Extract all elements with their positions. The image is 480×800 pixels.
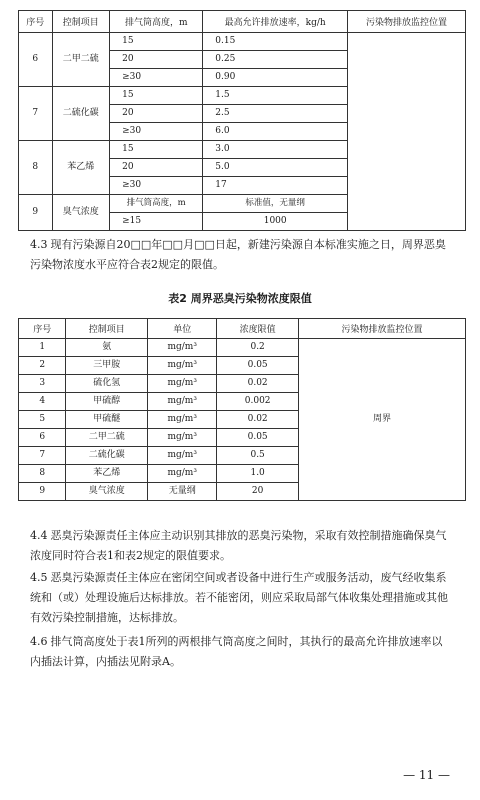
concentration-limit: 0.5 <box>217 447 299 465</box>
emission-rate: 0.25 <box>203 51 348 69</box>
unit: mg/m³ <box>148 339 217 357</box>
table-row <box>19 339 466 357</box>
column-header: 最高允许排放速率，kg/h <box>203 11 348 33</box>
boundary-concentration-table <box>18 318 466 501</box>
control-item: 氨 <box>66 339 148 357</box>
page-number: — 11 — <box>403 768 450 782</box>
concentration-limit: 0.2 <box>217 339 299 357</box>
control-item: 苯乙烯 <box>66 465 148 483</box>
concentration-limit: 0.05 <box>217 429 299 447</box>
row-number: 9 <box>19 195 53 231</box>
stack-height: ≥30 <box>110 69 203 87</box>
stack-height: 20 <box>110 159 203 177</box>
monitoring-location <box>348 33 466 231</box>
control-item: 二甲二硫 <box>66 429 148 447</box>
emission-rate: 5.0 <box>203 159 348 177</box>
concentration-limit: 0.002 <box>217 393 299 411</box>
control-item: 二硫化碳 <box>52 87 110 141</box>
emission-rate: 0.15 <box>203 33 348 51</box>
paragraph-text: 恶臭污染源责任主体应主动识别其排放的恶臭污染物，采取有效控制措施确保臭气浓度同时符合表1和表2规定的限值要求。 <box>30 529 447 562</box>
monitoring-location: 周界 <box>298 339 465 501</box>
unit: 无量纲 <box>148 483 217 501</box>
concentration-limit: 0.02 <box>217 411 299 429</box>
column-header: 浓度限值 <box>217 319 299 339</box>
column-header: 控制项目 <box>52 11 110 33</box>
stack-height: 15 <box>110 87 203 105</box>
column-header: 污染物排放监控位置 <box>348 11 466 33</box>
paragraph-4-3 <box>30 235 450 275</box>
emission-rate: 0.90 <box>203 69 348 87</box>
row-number: 4 <box>19 393 66 411</box>
row-number: 1 <box>19 339 66 357</box>
emission-rate: 2.5 <box>203 105 348 123</box>
concentration-limit: 20 <box>217 483 299 501</box>
stack-height: 15 <box>110 33 203 51</box>
stack-height: ≥30 <box>110 177 203 195</box>
table1-header-row <box>19 11 466 33</box>
stack-height: 15 <box>110 141 203 159</box>
column-header: 序号 <box>19 319 66 339</box>
paragraph-4-4 <box>30 526 450 566</box>
paragraph-text: 恶臭污染源责任主体应在密闭空间或者设备中进行生产或服务活动，废气经收集系统和（或）处理设施后达标排放。若不能密闭，则应采取局部气体收集处理措施或其他有效污染控制措施，达标排放。 <box>30 571 448 624</box>
row-number: 9 <box>19 483 66 501</box>
stack-height: ≥15 <box>110 213 203 231</box>
control-item: 臭气浓度 <box>66 483 148 501</box>
unit: mg/m³ <box>148 357 217 375</box>
unit: mg/m³ <box>148 375 217 393</box>
row-number: 3 <box>19 375 66 393</box>
paragraph-text: 排气筒高度处于表1所列的两根排气筒高度之间时，其执行的最高允许排放速率以内插法计算，内插法见附录A。 <box>30 635 443 668</box>
column-header: 污染物排放监控位置 <box>298 319 465 339</box>
emission-rate-table <box>18 10 466 231</box>
row-number: 7 <box>19 87 53 141</box>
table2-caption: 表2 周界恶臭污染物浓度限值 <box>168 292 312 305</box>
paragraph-number: 4.5 <box>30 571 48 584</box>
row-number: 6 <box>19 429 66 447</box>
row-number: 8 <box>19 465 66 483</box>
control-item: 三甲胺 <box>66 357 148 375</box>
unit: mg/m³ <box>148 393 217 411</box>
concentration-limit: 0.02 <box>217 375 299 393</box>
stack-height: 20 <box>110 105 203 123</box>
table-row <box>19 33 466 51</box>
column-header: 单位 <box>148 319 217 339</box>
control-item: 臭气浓度 <box>52 195 110 231</box>
column-header: 序号 <box>19 11 53 33</box>
stack-height: ≥30 <box>110 123 203 141</box>
sub-header: 标准值，无量纲 <box>203 195 348 213</box>
column-header: 控制项目 <box>66 319 148 339</box>
unit: mg/m³ <box>148 465 217 483</box>
row-number: 8 <box>19 141 53 195</box>
paragraph-number: 4.4 <box>30 529 48 542</box>
row-number: 2 <box>19 357 66 375</box>
control-item: 苯乙烯 <box>52 141 110 195</box>
column-header: 排气筒高度，m <box>110 11 203 33</box>
paragraph-number: 4.3 <box>30 238 48 251</box>
concentration-limit: 0.05 <box>217 357 299 375</box>
table2-header-row <box>19 319 466 339</box>
control-item: 二硫化碳 <box>66 447 148 465</box>
emission-rate: 17 <box>203 177 348 195</box>
unit: mg/m³ <box>148 429 217 447</box>
row-number: 5 <box>19 411 66 429</box>
control-item: 甲硫醚 <box>66 411 148 429</box>
row-number: 7 <box>19 447 66 465</box>
emission-rate: 3.0 <box>203 141 348 159</box>
unit: mg/m³ <box>148 447 217 465</box>
emission-rate: 1.5 <box>203 87 348 105</box>
control-item: 二甲二硫 <box>52 33 110 87</box>
standard-value: 1000 <box>203 213 348 231</box>
control-item: 甲硫醇 <box>66 393 148 411</box>
paragraph-number: 4.6 <box>30 635 48 648</box>
stack-height: 20 <box>110 51 203 69</box>
paragraph-text: 现有污染源自20□□年□□月□□日起，新建污染源自本标准实施之日，周界恶臭污染物浓度水平应符合表2规定的限值。 <box>30 238 446 271</box>
emission-rate: 6.0 <box>203 123 348 141</box>
sub-header: 排气筒高度，m <box>110 195 203 213</box>
paragraph-4-6 <box>30 632 450 672</box>
concentration-limit: 1.0 <box>217 465 299 483</box>
paragraph-4-5 <box>30 568 450 628</box>
control-item: 硫化氢 <box>66 375 148 393</box>
unit: mg/m³ <box>148 411 217 429</box>
row-number: 6 <box>19 33 53 87</box>
